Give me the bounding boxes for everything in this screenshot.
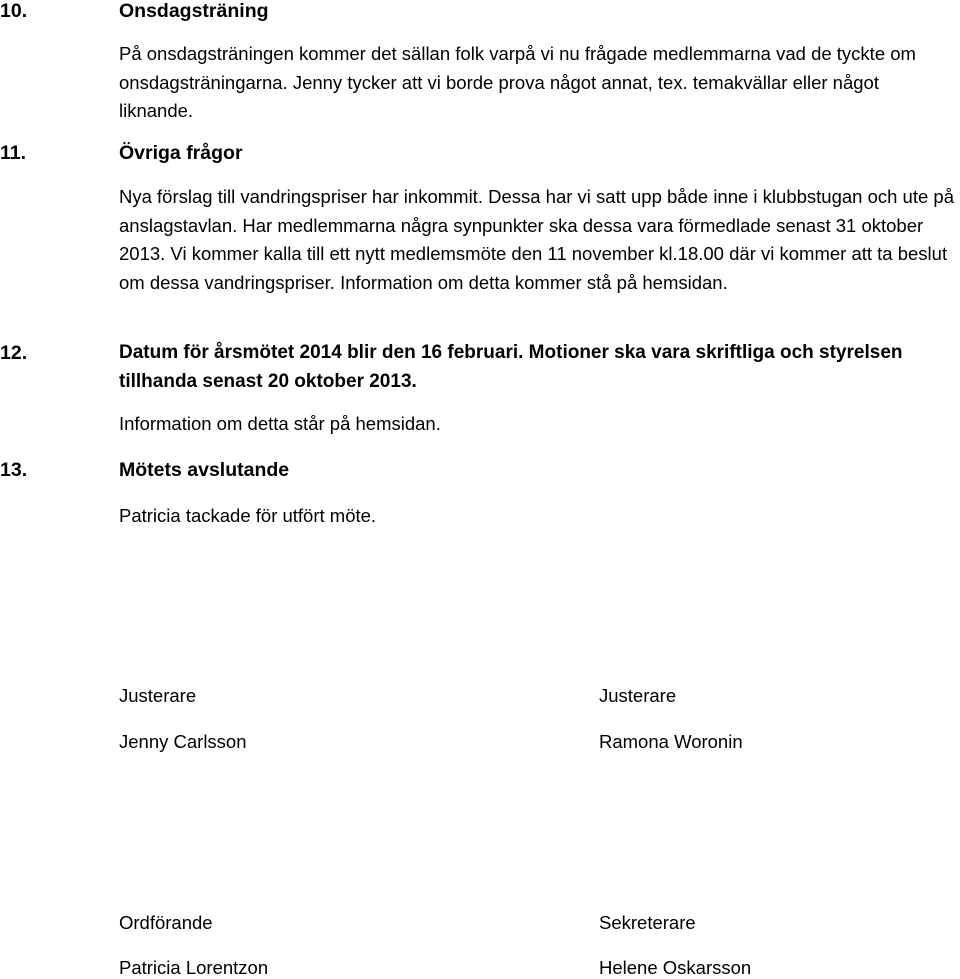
signature-role-justerare-1: Justerare [119, 685, 197, 706]
signature-role-justerare-2: Justerare [599, 685, 677, 706]
section-11-paragraph: Nya förslag till vandringspriser har inkommit. Dessa har vi satt upp både inne i klubbstugan och ute på anslagstavlan. Har medlemmarna några synpunkter ska dessa vara förmedlade senast 31 oktober 2013. Vi kommer kalla till ett nytt medlemsmöte den 11 november kl.18.00 där vi kommer att ta beslut om dessa vandringspriser. Information om detta kommer stå på hemsidan. [119, 186, 954, 293]
signature-name-sekreterare: Helene Oskarsson [599, 957, 752, 978]
section-heading-arsmote: Datum för årsmötet 2014 blir den 16 februari. Motioner ska vara skriftliga och styrelsen tillhanda senast 20 oktober 2013. [119, 342, 903, 392]
signature-role-sekreterare: Sekreterare [599, 912, 696, 933]
section-number-11: 11. [0, 142, 27, 164]
signature-role-ordforande: Ordförande [119, 912, 213, 933]
section-13-paragraph: Patricia tackade för utfört möte. [119, 505, 377, 526]
section-number-10: 10. [0, 0, 28, 22]
section-heading-ovriga-fragor: Övriga frågor [119, 142, 243, 164]
signature-name-justerare-1: Jenny Carlsson [119, 731, 247, 752]
section-10-paragraph: På onsdagsträningen kommer det sällan folk varpå vi nu frågade medlemmarna vad de tyckte om onsdagsträningarna. Jenny tycker att vi borde prova något annat, tex. temakvällar eller något liknande. [119, 43, 916, 122]
section-heading-motets-avslutande: Mötets avslutande [119, 459, 290, 481]
signature-name-ordforande: Patricia Lorentzon [119, 957, 269, 978]
section-number-13: 13. [0, 459, 28, 481]
section-12-paragraph: Information om detta står på hemsidan. [119, 413, 441, 434]
section-number-12: 12. [0, 342, 28, 364]
signature-name-justerare-2: Ramona Woronin [599, 731, 743, 752]
section-heading-onsdagstraning: Onsdagsträning [119, 0, 269, 22]
